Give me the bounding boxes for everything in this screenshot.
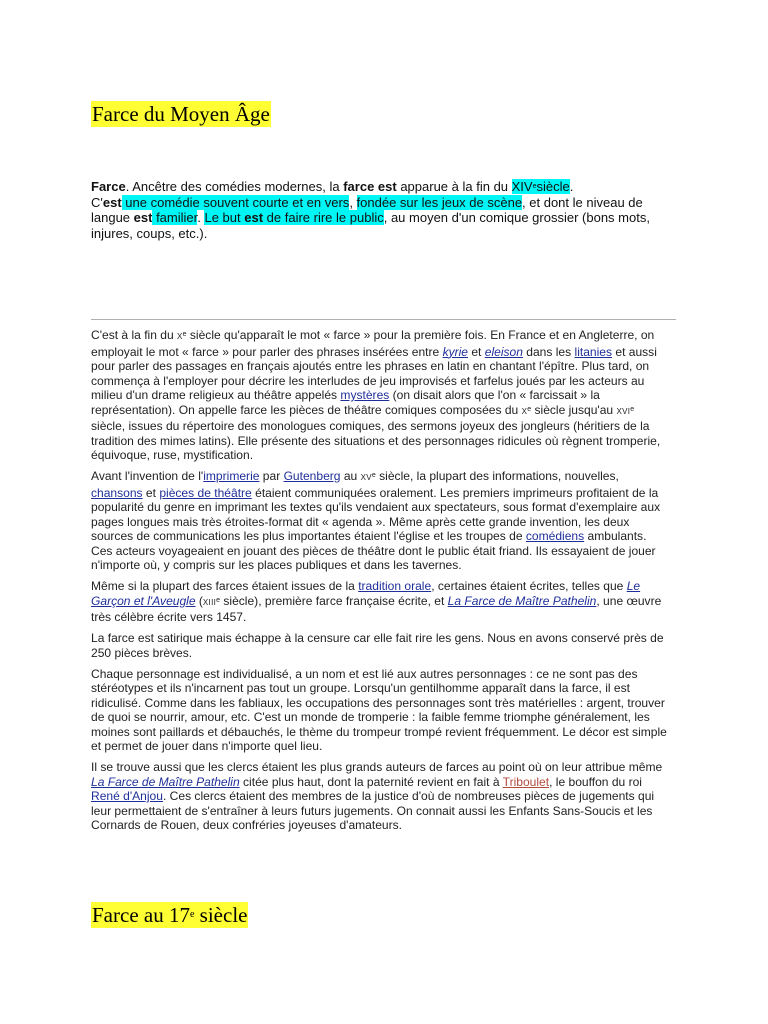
link-chansons[interactable]: chansons [91, 485, 143, 500]
term: Farce [91, 179, 126, 194]
link-garcon-aveugle[interactable]: Le Garçon et l'Aveugle [91, 579, 641, 608]
link-litanies[interactable]: litanies [574, 344, 613, 359]
divider [91, 319, 676, 320]
link-maitre-pathelin[interactable]: La Farce de Maître Pathelin [447, 593, 597, 608]
term: est [377, 179, 397, 194]
paragraph: Avant l'invention de l'imprimerie par Gutenberg au XVe siècle, la plupart des informations, nouvelles, chansons et pièces de théâtre étaient communiquées oralement. Les premiers imprimeurs profitaient de la popularité du genre en imprimant les textes qu'ils vendaient aux spectateurs, sous format d'exemplaire aux pages longues mais très étroites-format dit « agenda ». Même après cette grande invention, les deux sources de communications les plus importantes étaient l'église et les troupes de comédiens ambulants. Ces acteurs voyageaient en jouant des pièces de théâtre dont le public était friand. Ils essayaient de jouer n'importe où, y compris sur les places publiques et dans les tavernes. [91, 469, 661, 572]
link-triboulet[interactable]: Triboulet [502, 774, 550, 789]
paragraph: C'est à la fin du Xe siècle qu'apparaît le mot « farce » pour la première fois. En France et en Angleterre, on employait le mot « farce » pour parler des phrases insérées entre kyrie et eleison dans les litanies et aussi pour parler des passages en français ajoutés entre les phrases en latin en chantant l'épître. Plus tard, on commença à l'employer pour décrire les interludes de jeu improvisés et farfelus joués par les acteurs au milieu d'un drame religieux au théâtre appelés mystères (on disait alors que l'on « farcissait » la représentation). On appelle farce les pièces de théâtre comiques composées du Xe siècle jusqu'au XVIe siècle, issues du répertoire des monologues comiques, des sermons joyeux des jongleurs (héritiers de la tradition des mimes latins). Elle présente des situations et des personnages ridicules où règnent tromperie, équivoque, ruse, mystification. [91, 328, 661, 462]
highlight: fondée sur les jeux de scène [356, 194, 523, 210]
paragraph: La farce est satirique mais échappe à la censure car elle fait rire les gens. Nous en avons conservé près de 250 pièces brèves. [91, 631, 664, 660]
paragraph: Même si la plupart des farces étaient issues de la tradition orale, certaines étaient écrites, telles que Le Garçon et l'Aveugle (XIIIe siècle), première farce française écrite, et La Farce de Maître Pathelin, une œuvre très célèbre écrite vers 1457. [91, 579, 662, 624]
highlight: une comédie souvent courte et en vers [121, 194, 350, 210]
link-kyrie[interactable]: kyrie [442, 344, 468, 359]
paragraph: Il se trouve aussi que les clercs étaient les plus grands auteurs de farces au point où on leur attribue même La Farce de Maître Pathelin citée plus haut, dont la paternité revient en fait à Triboulet, le bouffon du roi René d'Anjou. Ces clercs étaient des membres de la justice d'où de nombreuses pièces de jugements qui leur permettaient de s'entraîner à leurs futurs jugements. On connait aussi les Enfants Sans-Soucis et les Cornards de Rouen, deux confréries joyeuses d'amateurs. [91, 760, 663, 832]
link-gutenberg[interactable]: Gutenberg [283, 469, 341, 483]
article-body [91, 328, 671, 839]
highlight-century: XIVesiècle [511, 179, 570, 194]
link-pieces-de-theatre[interactable]: pièces de théâtre [159, 485, 252, 500]
link-maitre-pathelin[interactable]: La Farce de Maître Pathelin [91, 774, 240, 789]
link-rene-anjou[interactable]: René d'Anjou [91, 789, 163, 803]
link-imprimerie[interactable]: imprimerie [203, 469, 260, 483]
highlight: familier [152, 210, 198, 225]
intro-definition: Farce. Ancêtre des comédies modernes, la farce est apparue à la fin du XIVesiècle. C'est une comédie souvent courte et en vers, fondée sur les jeux de scène, et dont le niveau de langue est familier. Le but est de faire rire le public, au moyen d'un comique grossier (bons mots, injures, coups, etc.). [91, 179, 650, 241]
paragraph: Chaque personnage est individualisé, a un nom et est lié aux autres personnages : ce ne sont pas des stéréotypes et ils n'incarnent pas tout un groupe. Lorsqu'un gentilhomme apparaît dans la farce, il est ridiculisé. Comme dans les fabliaux, les occupations des personnages sont très matérielles : argent, trouver de quoi se nourrir, amour, etc. C'est un monde de tromperie : la faible femme triomphe généralement, les moines sont paillards et débauchés, le thème du trompeur trompé revient fréquemment. Le décor est simple et permet de jouer dans n'importe quel lieu. [91, 666, 667, 753]
highlight: Le but est de faire rire le public [204, 210, 384, 225]
text: apparue à la fin du [396, 179, 512, 194]
link-tradition-orale[interactable]: tradition orale [358, 579, 432, 593]
heading-17e-siecle: Farce au 17e siècle [92, 903, 248, 927]
term: farce [343, 179, 375, 194]
link-mysteres[interactable]: mystères [340, 388, 390, 402]
text: . Ancêtre des comédies modernes, la [125, 179, 344, 194]
link-eleison[interactable]: eleison [484, 344, 523, 359]
link-comediens[interactable]: comédiens [525, 529, 585, 543]
heading-moyen-age: Farce du Moyen Âge [92, 102, 270, 126]
